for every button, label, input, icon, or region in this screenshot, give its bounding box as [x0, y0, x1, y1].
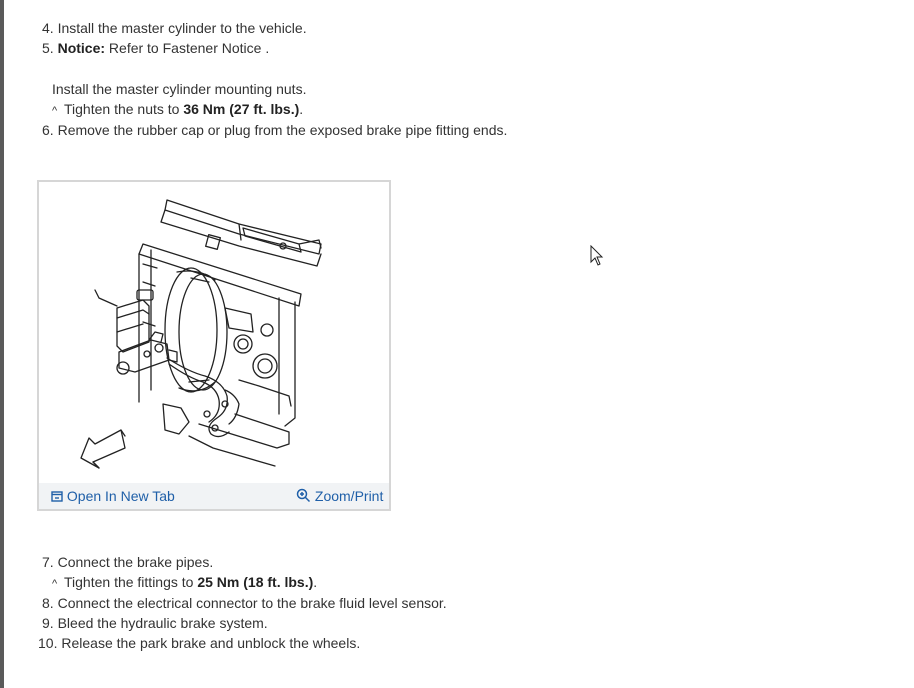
step-number: 7.	[42, 554, 54, 570]
step-7	[42, 553, 213, 571]
step-text: Connect the electrical connector to the brake fluid level sensor.	[57, 595, 447, 611]
step-text: Release the park brake and unblock the wheels.	[61, 635, 361, 651]
open-in-new-tab-link[interactable]	[51, 487, 175, 506]
step-8	[42, 594, 447, 612]
step-number: 4.	[42, 20, 54, 36]
zoom-icon	[296, 488, 311, 507]
step-number: 9.	[42, 615, 54, 631]
step-text: Refer to Fastener Notice .	[105, 40, 270, 56]
step-4	[42, 19, 307, 37]
step-5-torque-spec	[52, 100, 303, 120]
step-number: 5.	[42, 40, 54, 56]
step-10	[38, 634, 360, 652]
figure-container	[37, 180, 391, 511]
caret-bullet: ^	[52, 105, 58, 117]
step-number: 8.	[42, 595, 54, 611]
spec-value: 25 Nm (18 ft. lbs.)	[197, 574, 314, 590]
spec-prefix: Tighten the fittings to	[64, 574, 198, 590]
detail-text: Install the master cylinder mounting nuts.	[52, 81, 307, 97]
step-number: 10.	[38, 635, 58, 651]
spec-suffix: .	[299, 101, 304, 117]
step-5	[42, 39, 269, 57]
step-text: Install the master cylinder to the vehicle.	[57, 20, 307, 36]
step-7-torque-spec	[52, 573, 317, 593]
step-9	[42, 614, 268, 632]
open-in-new-tab-icon	[51, 488, 63, 506]
master-cylinder-illustration[interactable]	[39, 182, 389, 482]
zoom-print-label: Zoom/Print	[314, 488, 384, 504]
notice-label: Notice:	[57, 40, 106, 56]
step-5-detail	[52, 80, 306, 98]
step-6	[42, 121, 507, 139]
spec-suffix: .	[313, 574, 318, 590]
spec-prefix: Tighten the nuts to	[64, 101, 184, 117]
step-number: 6.	[42, 122, 54, 138]
caret-bullet: ^	[52, 578, 58, 590]
window-left-edge	[0, 0, 4, 688]
step-text: Connect the brake pipes.	[57, 554, 214, 570]
zoom-print-link[interactable]	[296, 487, 383, 507]
spec-value: 36 Nm (27 ft. lbs.)	[183, 101, 300, 117]
step-text: Bleed the hydraulic brake system.	[57, 615, 268, 631]
mouse-cursor-icon	[590, 245, 606, 267]
open-in-new-tab-label: Open In New Tab	[66, 488, 175, 504]
step-text: Remove the rubber cap or plug from the exposed brake pipe fitting ends.	[57, 122, 508, 138]
figure-toolbar	[39, 483, 389, 509]
